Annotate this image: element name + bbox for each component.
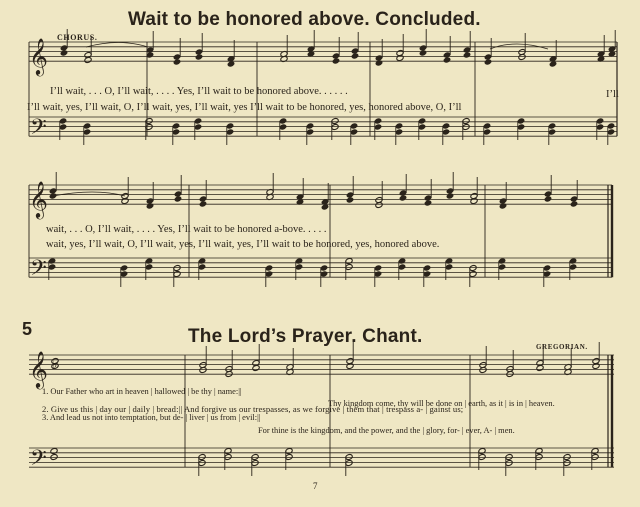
note-head — [463, 52, 471, 59]
note-head — [399, 195, 407, 202]
chant-attribution: GREGORIAN. — [536, 343, 588, 351]
note-head — [50, 448, 58, 455]
note-head — [332, 58, 340, 65]
flat-icon: ♭ — [52, 358, 58, 371]
hymn-number: 5 — [22, 319, 33, 339]
lyric-line-1: I’ll wait, . . . O, I’ll wait, . . . . Yes, I’ll wait to be honored above. . . . . . — [50, 86, 348, 97]
note-head — [549, 61, 557, 68]
note-head — [499, 203, 507, 210]
note-head — [424, 200, 432, 207]
chant-verse-3: 3. And lead us not into temptation, but de- | liver | us from | evil:|| — [42, 413, 261, 422]
slur — [86, 43, 148, 48]
note-head — [195, 54, 203, 61]
note-head — [174, 196, 182, 203]
lyric-line-4: wait, yes, I’ll wait, O, I’ll wait, yes, I’ll wait, yes, I’ll wait to be honored, yes, honored above. — [46, 239, 440, 250]
note-head — [443, 57, 451, 64]
note-head — [446, 193, 454, 200]
treble-clef-icon: 𝄞 — [29, 37, 48, 75]
chorus-label: CHORUS. — [57, 33, 98, 42]
note-head — [346, 197, 354, 204]
note-head — [146, 203, 154, 210]
note-head — [570, 201, 578, 208]
note-head — [375, 60, 383, 67]
bass-clef-icon: 𝄢 — [30, 446, 47, 476]
note-head — [173, 59, 181, 66]
hymn-title: Wait to be honored above. Concluded. — [128, 9, 481, 30]
note-head — [199, 201, 207, 208]
lyric-line-3: wait, . . . O, I’ll wait, . . . . Yes, I’ll wait to be honored a-bove. . . . . — [46, 224, 327, 235]
note-head — [544, 196, 552, 203]
note-head — [484, 59, 492, 66]
chant-title: The Lord’s Prayer. Chant. — [188, 326, 423, 347]
chant-verse-2: 2. Give us this | day our | daily | bread:|| And forgive us our trespasses, as we forgive | them that | trespass a- | gainst us; — [42, 404, 464, 414]
note-head — [321, 204, 329, 211]
treble-clef-icon: 𝄞 — [29, 350, 48, 388]
slur — [53, 192, 125, 196]
bass-clef-icon: 𝄢 — [30, 115, 47, 145]
note-head — [419, 50, 427, 57]
lyric-line-2: I’ll wait, yes, I’ll wait, O, I’ll wait, yes, I’ll wait, yes I’ll wait to be honored, yes, honored above, O, I’ll — [27, 102, 462, 113]
page-number: 7 — [313, 481, 318, 491]
note-head — [50, 454, 58, 461]
note-head — [351, 53, 359, 60]
chant-verse-1: 1. Our Father who art in heaven | hallowed | be thy | name:|| — [42, 387, 242, 396]
note-head — [60, 50, 68, 57]
lyric-line-1-end: I’ll — [606, 89, 619, 100]
treble-clef-icon: 𝄞 — [29, 180, 48, 218]
chant-doxology: For thine is the kingdom, and the power, and the | glory, for- | ever, A- | men. — [258, 426, 515, 435]
note-head — [227, 61, 235, 68]
bass-clef-icon: 𝄢 — [30, 256, 47, 286]
chant-verse-1-continued: Thy kingdom come, thy will be done on | earth, as it | is in | heaven. — [328, 399, 555, 408]
